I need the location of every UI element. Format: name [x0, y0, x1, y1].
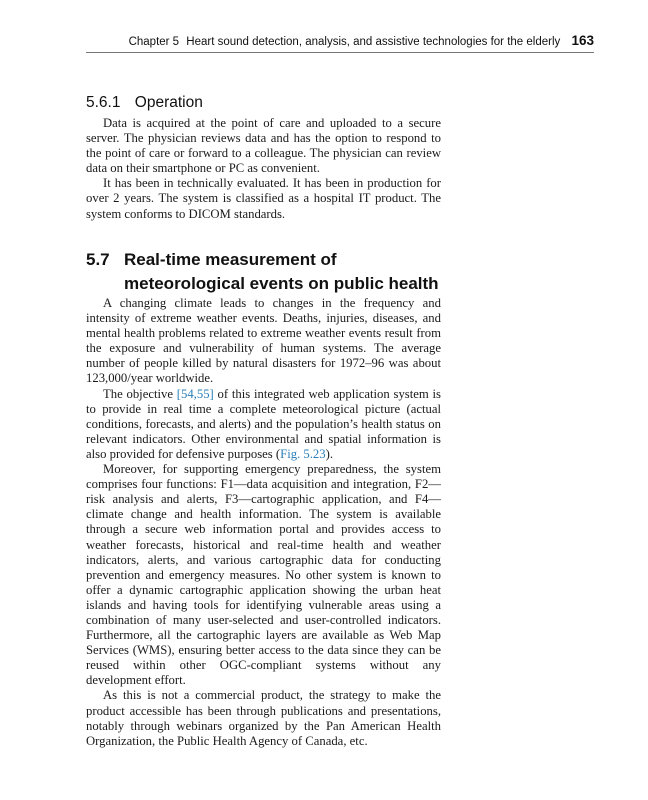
page-number: 163 — [571, 33, 594, 48]
paragraph — [86, 387, 441, 462]
paragraph: Data is acquired at the point of care and uploaded to a secure server. The physician reviews data and has the option to respond to the point of care or forward to a colleague. The physician can review data on their smartphone or PC as convenient. — [86, 116, 441, 176]
subsection-body — [86, 116, 441, 222]
paragraph: Moreover, for supporting emergency preparedness, the system comprises four functions: F1—data acquisition and integration, F2—risk analysis and alerts, F3—cartographic application, and F4—climate change and health information. The system is available through a secure web information portal and provides access to weather forecasts, historical and real-time health and weather indicators, alerts, and various cartographic data for conducting prevention and emergency measures. No other system is known to offer a dynamic cartographic application showing the urban heat islands and having tools for identifying vulnerable areas using a combination of many user-selected and user-controlled indicators. Furthermore, all the cartographic layers are available as Web Map Services (WMS), ensuring better access to the data since they can be reused within other OGC-compliant systems without any development effort. — [86, 462, 441, 688]
chapter-label: Chapter 5 — [128, 36, 180, 48]
paragraph: It has been in technically evaluated. It has been in production for over 2 years. The system is classified as a hospital IT product. The system conforms to DICOM standards. — [86, 176, 441, 221]
subsection-title: Operation — [134, 94, 203, 111]
header-rule — [86, 52, 594, 53]
paragraph: A changing climate leads to changes in the frequency and intensity of extreme weather events. Deaths, injuries, diseases, and mental health problems related to extreme weather events result from the exposure and vulnerability of human systems. The average number of people killed by natural disasters for 1972–96 was about 123,000/year worldwide. — [86, 296, 441, 386]
paragraph-text: The objective — [103, 386, 177, 401]
subsection-number: 5.6.1 — [86, 94, 121, 111]
subsection-heading — [86, 94, 203, 112]
paragraph: As this is not a commercial product, the strategy to make the product accessible has been through publications and presentations, notably through webinars organized by the Pan American Health Organization, the Public Health Agency of Canada, etc. — [86, 688, 441, 748]
chapter-title: Heart sound detection, analysis, and assistive technologies for the elderly — [186, 36, 561, 48]
section-body — [86, 296, 441, 749]
citation-link[interactable]: [54,55] — [176, 386, 214, 401]
section-number: 5.7 — [86, 250, 110, 269]
section-heading — [86, 248, 446, 296]
running-head — [86, 33, 594, 48]
paragraph-text: ). — [325, 446, 334, 461]
figure-link[interactable]: Fig. 5.23 — [280, 446, 326, 461]
paragraph-text: of this integrated web application system is to provide in real time a complete meteorological picture (actual conditions, forecasts, and alerts) and the population’s health status on relevant indicators. Other environmental and spatial information is also provided for defensive purposes ( — [86, 386, 441, 461]
section-title: Real-time measurement of meteorological events on public health — [124, 250, 439, 293]
